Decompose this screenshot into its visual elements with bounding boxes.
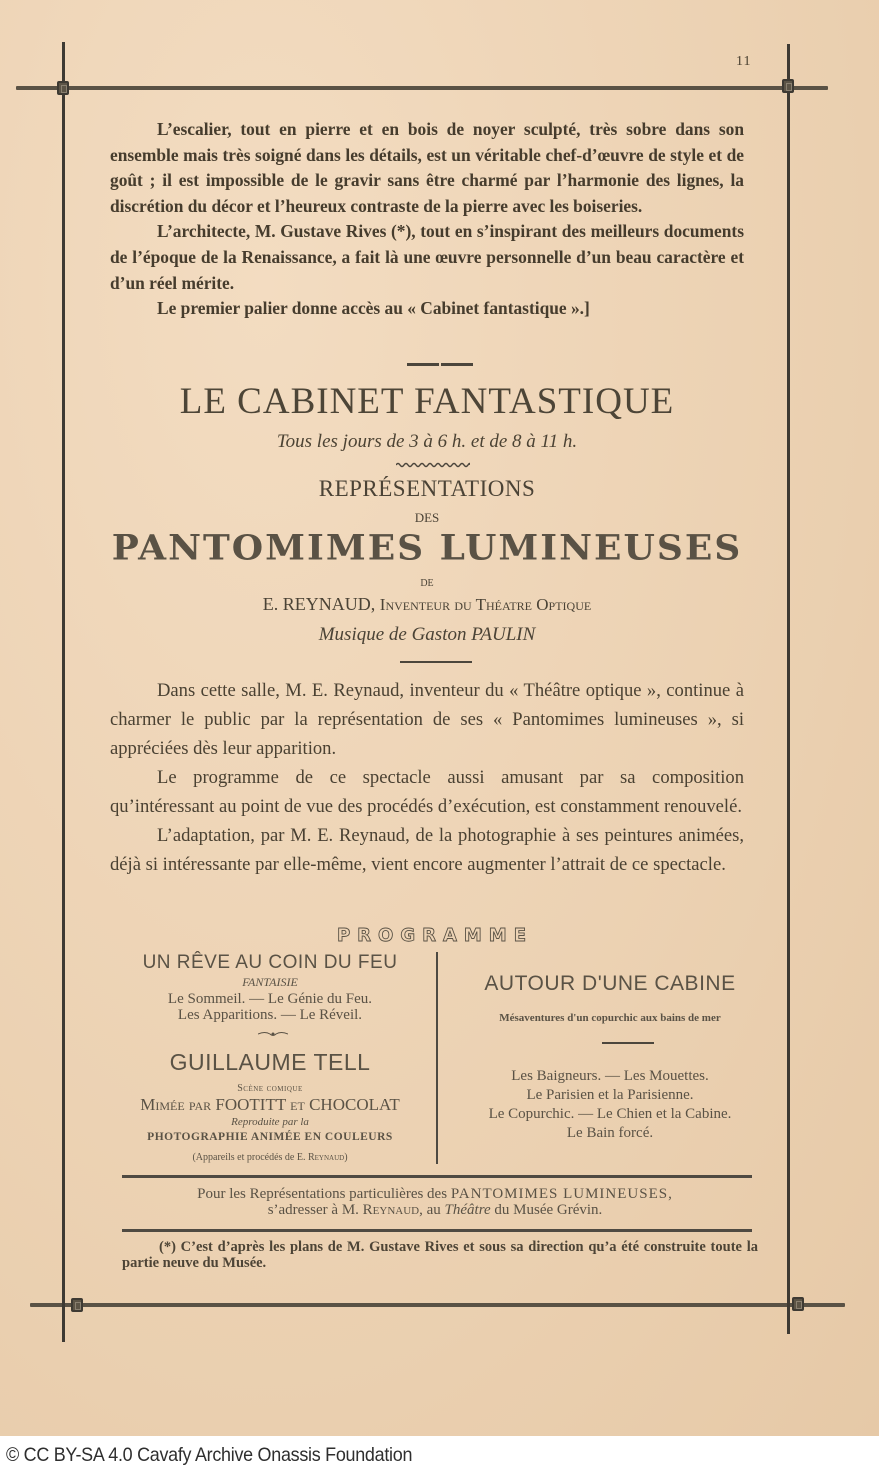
- flourish-ornament: [258, 1030, 288, 1038]
- scene-line: Le Copurchic. — Le Chien et la Cabine.: [488, 1106, 732, 1122]
- contact-mid: , au: [419, 1202, 441, 1218]
- de-label: DE: [420, 578, 434, 589]
- body-text: [110, 676, 744, 879]
- body-paragraph: Dans cette salle, M. E. Reynaud, inventeur du « Théâtre optique », continue à charmer le public par la représentation de ses « Pantomimes lumineuses », si appréciées dès leur apparition.: [110, 680, 744, 759]
- scene-line: Les Baigneurs. — Les Mouettes.: [511, 1068, 709, 1084]
- author-line: [110, 594, 744, 615]
- show-genre: FANTAISIE: [242, 975, 298, 989]
- wavy-divider: [396, 462, 470, 468]
- performer-name: FOOTITT: [215, 1095, 286, 1114]
- performers-line: [110, 1095, 430, 1115]
- show-title: UN RÊVE AU COIN DU FEU: [142, 952, 398, 973]
- page-number: 11: [736, 54, 752, 69]
- music-credit: Musique de Gaston PAULIN: [318, 624, 536, 645]
- contact-prefix: s’adresser à M.: [267, 1202, 359, 1218]
- conjunction: et: [290, 1095, 305, 1114]
- intro-text: [110, 117, 744, 322]
- intro-paragraph: L’escalier, tout en pierre et en bois de noyer sculpté, très sobre dans son ensemble mais très soigné dans les détails, est un véritable chef-d’œuvre de style et de goût ; il est impossible de le gravir sans être charmé par l’harmonie des lignes, la discrétion du décor et l’heureux contraste de la pierre avec les boiseries.: [110, 119, 744, 216]
- technique-label: PHOTOGRAPHIE ANIMÉE EN COULEURS: [147, 1131, 393, 1143]
- show-subtitle: Mésaventures d'un copurchic aux bains de mer: [499, 1012, 721, 1024]
- des-label: DES: [414, 510, 440, 525]
- frame-right-rule: [787, 44, 790, 1334]
- scene-line: Les Apparitions. — Le Réveil.: [177, 1007, 363, 1023]
- intro-paragraph: Le premier palier donne accès au « Cabinet fantastique ».]: [157, 298, 590, 319]
- frame-corner-ornament: [71, 1298, 83, 1312]
- show-title: GUILLAUME TELL: [169, 1049, 371, 1075]
- section-divider: [122, 1229, 752, 1232]
- opening-hours: Tous les jours de 3 à 6 h. et de 8 à 11 h.: [276, 431, 578, 452]
- frame-corner-ornament: [792, 1297, 804, 1311]
- section-divider: [400, 661, 472, 663]
- section-title: LE CABINET FANTASTIQUE: [179, 381, 675, 422]
- scene-line: Le Bain forcé.: [566, 1125, 654, 1141]
- contact-notice: [110, 1186, 760, 1218]
- author-name: E. REYNAUD,: [262, 594, 376, 614]
- frame-left-rule: [62, 42, 65, 1342]
- performer-name: CHOCOLAT: [309, 1095, 400, 1114]
- frame-top-rule: [16, 86, 828, 90]
- apparatus-suffix: ): [344, 1152, 348, 1163]
- contact-line: [110, 1186, 760, 1202]
- author-title: Inventeur du Théatre Optique: [379, 595, 592, 614]
- intro-paragraph: L’architecte, M. Gustave Rives (*), tout en s’inspirant des meilleurs documents de l’époque de la Renaissance, a fait là une œuvre personnelle d’un beau caractère et d’un réel mérite.: [110, 221, 744, 293]
- reproduced-label: Reproduite par la: [231, 1116, 309, 1128]
- frame-corner-ornament: [57, 81, 69, 95]
- show-scenes: [450, 1067, 770, 1143]
- contact-prefix: Pour les Représentations particulières des: [197, 1186, 448, 1202]
- scene-line: Le Sommeil. — Le Génie du Feu.: [167, 991, 373, 1007]
- contact-emphasis: PANTOMIMES LUMINEUSES,: [450, 1186, 673, 1202]
- mimed-prefix: Mimée par: [140, 1095, 212, 1114]
- footnote: [122, 1239, 758, 1271]
- representations-heading: REPRÉSENTATIONS: [318, 476, 536, 501]
- contact-line: [110, 1202, 760, 1218]
- copyright-credit: © CC BY-SA 4.0 Cavafy Archive Onassis Foundation: [6, 1444, 413, 1466]
- apparatus-prefix: (Appareils et procédés de E.: [192, 1152, 306, 1163]
- frame-bottom-rule: [30, 1303, 845, 1307]
- scene-line: Le Parisien et la Parisienne.: [526, 1087, 694, 1103]
- pantomimes-heading: PANTOMIMES LUMINEUSES: [111, 528, 743, 568]
- apparatus-credit: [110, 1152, 430, 1163]
- column-divider: [436, 952, 438, 1164]
- contact-venue: Théâtre: [444, 1202, 491, 1218]
- programme-heading: PROGRAMME: [336, 925, 534, 946]
- body-paragraph: L’adaptation, par M. E. Reynaud, de la photographie à ses peintures animées, déjà si intéressante par elle-même, vient encore augmenter l’attrait de ce spectacle.: [110, 825, 744, 875]
- section-divider: [407, 363, 473, 367]
- show-scenes: [110, 991, 430, 1023]
- body-paragraph: Le programme de ce spectacle aussi amusant par sa composition qu’intéressant au point de vue des procédés d’exécution, est constamment renouvelé.: [110, 767, 744, 817]
- section-divider: [602, 1042, 654, 1044]
- footnote-text: (*) C’est d’après les plans de M. Gustave Rives et sous sa direction qu’a été construite toute la partie neuve du Musée.: [122, 1239, 758, 1271]
- frame-corner-ornament: [782, 79, 794, 93]
- show-genre: Scène comique: [237, 1083, 303, 1094]
- contact-name: Reynaud: [362, 1202, 420, 1218]
- apparatus-name: Reynaud: [307, 1152, 345, 1163]
- section-divider: [122, 1175, 752, 1178]
- show-title: AUTOUR D'UNE CABINE: [484, 972, 736, 995]
- contact-suffix: du Musée Grévin.: [494, 1202, 603, 1218]
